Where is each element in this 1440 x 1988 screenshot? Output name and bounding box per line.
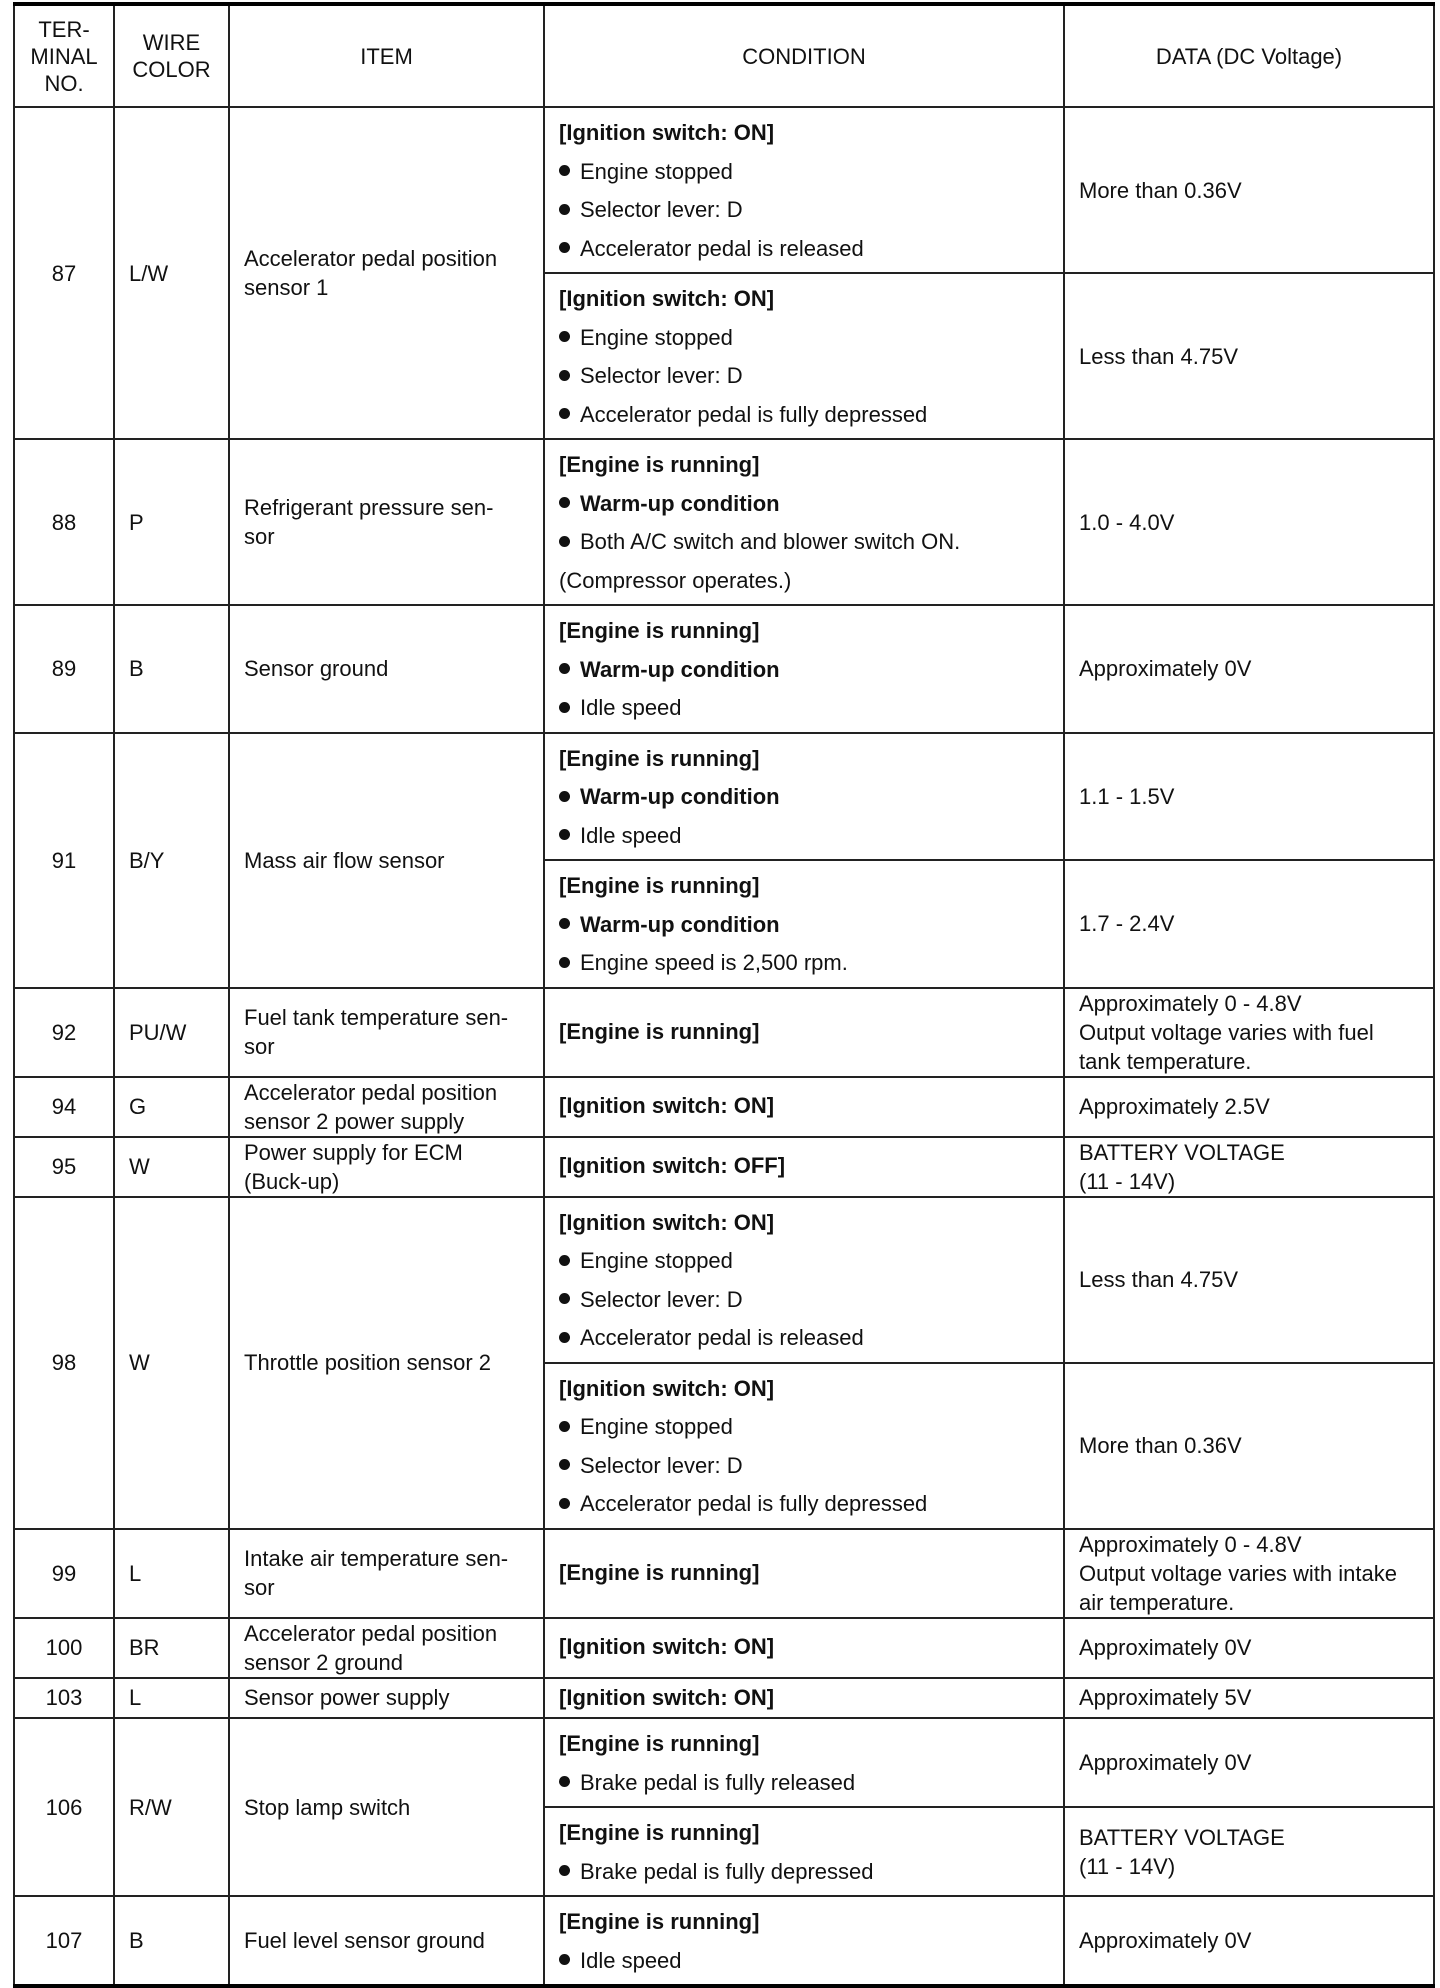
condition-header: [Engine is running] [559, 1559, 760, 1585]
data-voltage-line: Approximately 0V [1079, 1750, 1252, 1775]
terminal-no-cell [14, 1529, 114, 1618]
condition-cell [544, 273, 1064, 439]
data-voltage-line: Output voltage varies with intake [1079, 1560, 1397, 1586]
condition-line: Selector lever: D [559, 1281, 1049, 1320]
condition-line: Engine stopped [559, 1408, 1049, 1447]
wire-color-cell [114, 1529, 229, 1618]
item-cell-text: Mass air flow sensor [244, 847, 445, 873]
item-cell-text: Stop lamp switch [244, 1794, 411, 1820]
terminal-no-cell [14, 439, 114, 605]
data-voltage-line: BATTERY VOLTAGE [1079, 1824, 1285, 1850]
table-row [14, 439, 1434, 605]
data-voltage-line: Less than 4.75V [1079, 343, 1239, 369]
item-cell-text: Power supply for ECM (Buck-up) [244, 1139, 463, 1194]
item-cell [229, 605, 544, 733]
terminal-no-cell [14, 1197, 114, 1529]
table-row [14, 988, 1434, 1077]
condition-header: [Engine is running] [559, 1909, 760, 1934]
header-terminal-text: TER- MINAL NO. [30, 16, 98, 96]
table-row [14, 1896, 1434, 1986]
data-voltage-cell [1064, 605, 1434, 733]
terminal-no-cell [14, 1896, 114, 1986]
data-voltage-cell [1064, 1137, 1434, 1197]
header-terminal-no [14, 4, 114, 107]
wire-color-cell [114, 1077, 229, 1137]
data-voltage-cell [1064, 107, 1434, 273]
condition-header: [Engine is running] [559, 1731, 760, 1756]
item-cell [229, 1718, 544, 1896]
header-data [1064, 4, 1434, 107]
data-voltage-line: Less than 4.75V [1079, 1267, 1239, 1292]
item-cell [229, 439, 544, 605]
condition-cell [544, 1363, 1064, 1529]
table-body [14, 107, 1434, 1986]
header-data-text: DATA (DC Voltage) [1155, 43, 1343, 69]
wire-color-cell-text: B [129, 1928, 144, 1953]
condition-line: Selector lever: D [559, 1447, 1049, 1486]
condition-header: [Ignition switch: ON] [559, 286, 775, 311]
condition-header: [Engine is running] [559, 452, 760, 477]
terminal-no-cell [14, 605, 114, 733]
condition-line: Brake pedal is fully released [559, 1764, 1049, 1803]
item-cell [229, 1678, 544, 1719]
table-row [14, 107, 1434, 273]
condition-cell [544, 733, 1064, 861]
wire-color-cell [114, 1137, 229, 1197]
item-cell-text: Accelerator pedal position sensor 2 ground [244, 1620, 498, 1675]
terminal-no-cell [14, 1718, 114, 1896]
terminal-no-cell [14, 1678, 114, 1719]
condition-line: Selector lever: D [559, 191, 1049, 230]
condition-cell [544, 1618, 1064, 1678]
data-voltage-line: (11 - 14V) [1079, 1853, 1176, 1879]
condition-header: [Ignition switch: ON] [559, 1634, 775, 1660]
data-voltage-cell [1064, 733, 1434, 861]
data-voltage-cell [1064, 1678, 1434, 1719]
wire-color-cell-text: L/W [129, 260, 169, 286]
condition-cell [544, 1529, 1064, 1618]
condition-line: (Compressor operates.) [559, 567, 792, 593]
data-voltage-line: BATTERY VOLTAGE [1079, 1139, 1285, 1165]
wire-color-cell-text: B/Y [129, 847, 165, 873]
terminal-no-cell-text: 94 [51, 1094, 77, 1119]
condition-cell [544, 860, 1064, 988]
item-cell-text: Sensor ground [244, 656, 389, 682]
condition-line: Idle speed [559, 689, 1049, 728]
terminal-no-cell-text: 100 [45, 1635, 83, 1660]
table-row [14, 1197, 1434, 1363]
condition-header: [Engine is running] [559, 618, 760, 643]
item-cell [229, 1896, 544, 1986]
item-cell [229, 988, 544, 1077]
data-voltage-cell [1064, 1197, 1434, 1363]
condition-line: Accelerator pedal is released [559, 230, 1049, 269]
terminal-no-cell-text: 99 [51, 1560, 77, 1586]
wire-color-cell-text: W [129, 1154, 150, 1179]
data-voltage-cell [1064, 1529, 1434, 1618]
condition-line: Engine stopped [559, 319, 1049, 358]
wire-color-cell-text: BR [129, 1635, 160, 1660]
terminal-no-cell-text: 91 [51, 847, 77, 873]
condition-header: [Ignition switch: ON] [559, 120, 775, 145]
data-voltage-cell [1064, 439, 1434, 605]
item-cell-text: Refrigerant pressure sen- sor [244, 495, 494, 549]
item-cell-text: Fuel level sensor ground [244, 1928, 485, 1953]
item-cell [229, 1077, 544, 1137]
terminal-no-cell-text: 89 [51, 656, 77, 682]
item-cell [229, 733, 544, 988]
terminal-no-cell-text: 92 [51, 1019, 77, 1045]
data-voltage-cell [1064, 1363, 1434, 1529]
item-cell-text: Throttle position sensor 2 [244, 1350, 492, 1375]
condition-line: Warm-up condition [559, 651, 1049, 690]
data-voltage-line: More than 0.36V [1079, 177, 1242, 203]
header-item [229, 4, 544, 107]
condition-cell [544, 1807, 1064, 1896]
data-voltage-line: Approximately 5V [1079, 1685, 1252, 1711]
header-wire-color [114, 4, 229, 107]
terminal-no-cell-text: 87 [51, 260, 77, 286]
condition-header: [Engine is running] [559, 1018, 760, 1044]
wire-color-cell [114, 1718, 229, 1896]
condition-line: Idle speed [559, 1942, 1049, 1981]
condition-cell [544, 1678, 1064, 1719]
data-voltage-cell [1064, 1896, 1434, 1986]
data-voltage-line: 1.7 - 2.4V [1079, 911, 1175, 937]
condition-cell [544, 1896, 1064, 1986]
wire-color-cell [114, 1678, 229, 1719]
item-cell-text: Accelerator pedal position sensor 2 power supply [244, 1079, 498, 1134]
table-row [14, 1718, 1434, 1807]
data-voltage-cell [1064, 273, 1434, 439]
wire-color-cell [114, 605, 229, 733]
condition-cell [544, 107, 1064, 273]
wire-color-cell-text: R/W [129, 1794, 172, 1820]
condition-line: Accelerator pedal is fully depressed [559, 396, 1049, 435]
data-voltage-cell [1064, 988, 1434, 1077]
wire-color-cell-text: L [129, 1560, 142, 1586]
item-cell [229, 1197, 544, 1529]
data-voltage-line: 1.0 - 4.0V [1079, 509, 1175, 535]
data-voltage-line: air temperature. [1079, 1589, 1235, 1615]
header-condition-text: CONDITION [742, 43, 866, 69]
table-row [14, 733, 1434, 861]
wire-color-cell-text: PU/W [129, 1019, 187, 1045]
data-voltage-line: Approximately 2.5V [1079, 1094, 1270, 1119]
item-cell [229, 1137, 544, 1197]
terminal-no-cell [14, 107, 114, 439]
data-voltage-line: Approximately 0 - 4.8V [1079, 1531, 1302, 1557]
table-row [14, 1077, 1434, 1137]
wire-color-cell-text: L [129, 1685, 142, 1711]
wire-color-cell [114, 1197, 229, 1529]
data-voltage-line: Output voltage varies with fuel [1079, 1019, 1374, 1045]
condition-cell [544, 1077, 1064, 1137]
wire-color-cell [114, 988, 229, 1077]
data-voltage-line: (11 - 14V) [1079, 1168, 1176, 1194]
data-voltage-cell [1064, 1807, 1434, 1896]
condition-line: Selector lever: D [559, 357, 1049, 396]
terminal-no-cell [14, 1077, 114, 1137]
condition-cell [544, 1137, 1064, 1197]
condition-line: Idle speed [559, 817, 1049, 856]
data-voltage-line: Approximately 0V [1079, 1928, 1252, 1953]
wire-color-cell [114, 439, 229, 605]
condition-cell [544, 1197, 1064, 1363]
condition-header: [Ignition switch: ON] [559, 1375, 775, 1401]
table-row [14, 1618, 1434, 1678]
ecm-terminal-table [13, 2, 1435, 1988]
header-item-text: ITEM [360, 43, 413, 69]
item-cell [229, 1529, 544, 1618]
condition-cell [544, 988, 1064, 1077]
wire-color-cell [114, 1618, 229, 1678]
item-cell-text: Intake air temperature sen- sor [244, 1546, 509, 1600]
condition-line: Warm-up condition [559, 485, 1049, 524]
condition-header: [Ignition switch: ON] [559, 1684, 775, 1710]
condition-line: Accelerator pedal is fully depressed [559, 1485, 1049, 1524]
wire-color-cell-text: P [129, 509, 144, 535]
item-cell [229, 107, 544, 439]
data-voltage-cell [1064, 860, 1434, 988]
terminal-no-cell [14, 988, 114, 1077]
terminal-no-cell-text: 88 [51, 509, 77, 535]
wire-color-cell-text: W [129, 1350, 150, 1375]
condition-header: [Engine is running] [559, 873, 760, 898]
condition-header: [Ignition switch: OFF] [559, 1153, 786, 1179]
header-row [14, 4, 1434, 107]
terminal-no-cell-text: 103 [45, 1685, 83, 1711]
wire-color-cell [114, 107, 229, 439]
item-cell-text: Fuel tank temperature sen- sor [244, 1005, 509, 1059]
wire-color-cell [114, 1896, 229, 1986]
item-cell-text: Accelerator pedal position sensor 1 [244, 246, 498, 300]
wire-color-cell [114, 733, 229, 988]
condition-line: Engine stopped [559, 1242, 1049, 1281]
ecm-terminal-table-page [13, 2, 1433, 1988]
condition-header: [Ignition switch: ON] [559, 1093, 775, 1119]
terminal-no-cell [14, 733, 114, 988]
condition-line: Warm-up condition [559, 778, 1049, 817]
condition-cell [544, 439, 1064, 605]
terminal-no-cell-text: 106 [45, 1794, 83, 1820]
header-condition [544, 4, 1064, 107]
table-row [14, 1678, 1434, 1719]
header-wire-text: WIRE COLOR [132, 30, 211, 82]
condition-line: Warm-up condition [559, 906, 1049, 945]
table-row [14, 605, 1434, 733]
terminal-no-cell [14, 1618, 114, 1678]
condition-header: [Ignition switch: ON] [559, 1209, 775, 1235]
terminal-no-cell-text: 98 [51, 1350, 77, 1375]
condition-line: Accelerator pedal is released [559, 1319, 1049, 1358]
wire-color-cell-text: G [129, 1094, 147, 1119]
terminal-no-cell-text: 95 [51, 1154, 77, 1179]
data-voltage-line: Approximately 0V [1079, 1635, 1252, 1660]
data-voltage-cell [1064, 1618, 1434, 1678]
item-cell [229, 1618, 544, 1678]
condition-line: Engine speed is 2,500 rpm. [559, 944, 1049, 983]
data-voltage-cell [1064, 1077, 1434, 1137]
condition-header: [Engine is running] [559, 745, 760, 771]
data-voltage-cell [1064, 1718, 1434, 1807]
table-row [14, 1529, 1434, 1618]
data-voltage-line: More than 0.36V [1079, 1433, 1242, 1458]
wire-color-cell-text: B [129, 656, 144, 682]
condition-header: [Engine is running] [559, 1820, 760, 1845]
condition-line: Both A/C switch and blower switch ON. [559, 523, 1049, 562]
data-voltage-line: tank temperature. [1079, 1048, 1252, 1074]
condition-line: Brake pedal is fully depressed [559, 1853, 1049, 1892]
terminal-no-cell [14, 1137, 114, 1197]
data-voltage-line: 1.1 - 1.5V [1079, 783, 1175, 809]
item-cell-text: Sensor power supply [244, 1685, 450, 1711]
condition-line: Engine stopped [559, 153, 1049, 192]
terminal-no-cell-text: 107 [45, 1928, 83, 1953]
data-voltage-line: Approximately 0V [1079, 656, 1252, 682]
data-voltage-line: Approximately 0 - 4.8V [1079, 990, 1302, 1016]
table-row [14, 1137, 1434, 1197]
condition-cell [544, 1718, 1064, 1807]
condition-cell [544, 605, 1064, 733]
